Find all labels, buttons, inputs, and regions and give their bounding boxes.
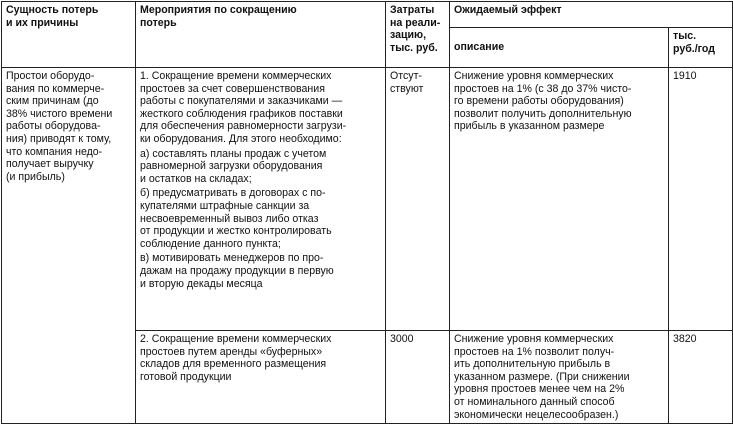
header-measures bbox=[136, 2, 386, 68]
measure-cell: 2. Сокращение времени коммерческих простоев путем аренды «буферных» складов для временного размещения готовой продукции bbox=[136, 331, 386, 424]
effect-cell: Снижение уровня коммерческих простоев на 1% (с 38 до 37% чисто- го времени работы оборудования) позволит получить дополнительную прибыль в указанном размере bbox=[450, 68, 669, 331]
effect-cell: Снижение уровня коммерческих простоев на 1% позволит получ- ить дополнительную прибыль в указанном размере. (При снижении уровня простоев менее чем на 2% от номинального данный способ экономически нецелесообразен.) bbox=[450, 331, 669, 424]
cause-cell: Простои оборудо- вания по коммерче- ским причинам (до 38% чистого времени работы оборудова- ния) приводят к тому, что компания недо- получает выручку (и прибыль) bbox=[2, 68, 136, 424]
value-cell: 3820 bbox=[669, 331, 733, 424]
header-measures-text: Мероприятия по сокращению потерь bbox=[140, 4, 297, 29]
cost-cell: 3000 bbox=[386, 331, 450, 424]
header-cause bbox=[2, 2, 136, 68]
header-effect-value-text: тыс. руб./год bbox=[673, 30, 715, 55]
cost-cell: Отсут- ствуют bbox=[386, 68, 450, 331]
header-cost bbox=[386, 2, 450, 68]
header-cause-text: Сущность потерь и их причины bbox=[6, 4, 99, 29]
measure-cell: 1. Сокращение времени коммерческих простоев за счет совершенствования работы с покупателями и заказчиками — жесткого соблюдения графиков поставки для обеспечения равномерности загрузи- ки оборудования. Для этого необходимо: а) составлять планы продаж с учетом равномерной загрузки оборудования и остатков на складах; б) предусматривать в договорах с по- купателями штрафные санкции за несвоевременный вывоз либо отказ от продукции и жестко контролировать соблюдение данного пункта; в) мотивировать менеджеров по про- дажам на продажу продукции в первую и вторую декады месяца bbox=[136, 68, 386, 331]
header-effect-value bbox=[669, 28, 733, 68]
table-row bbox=[2, 68, 733, 331]
header-cost-text: Затраты на реали- зацию, тыс. руб. bbox=[390, 4, 441, 54]
value-cell: 1910 bbox=[669, 68, 733, 331]
header-expected-effect: Ожидаемый эффект bbox=[450, 2, 733, 28]
header-effect-description: описание bbox=[450, 28, 669, 68]
loss-reduction-table bbox=[1, 1, 733, 424]
